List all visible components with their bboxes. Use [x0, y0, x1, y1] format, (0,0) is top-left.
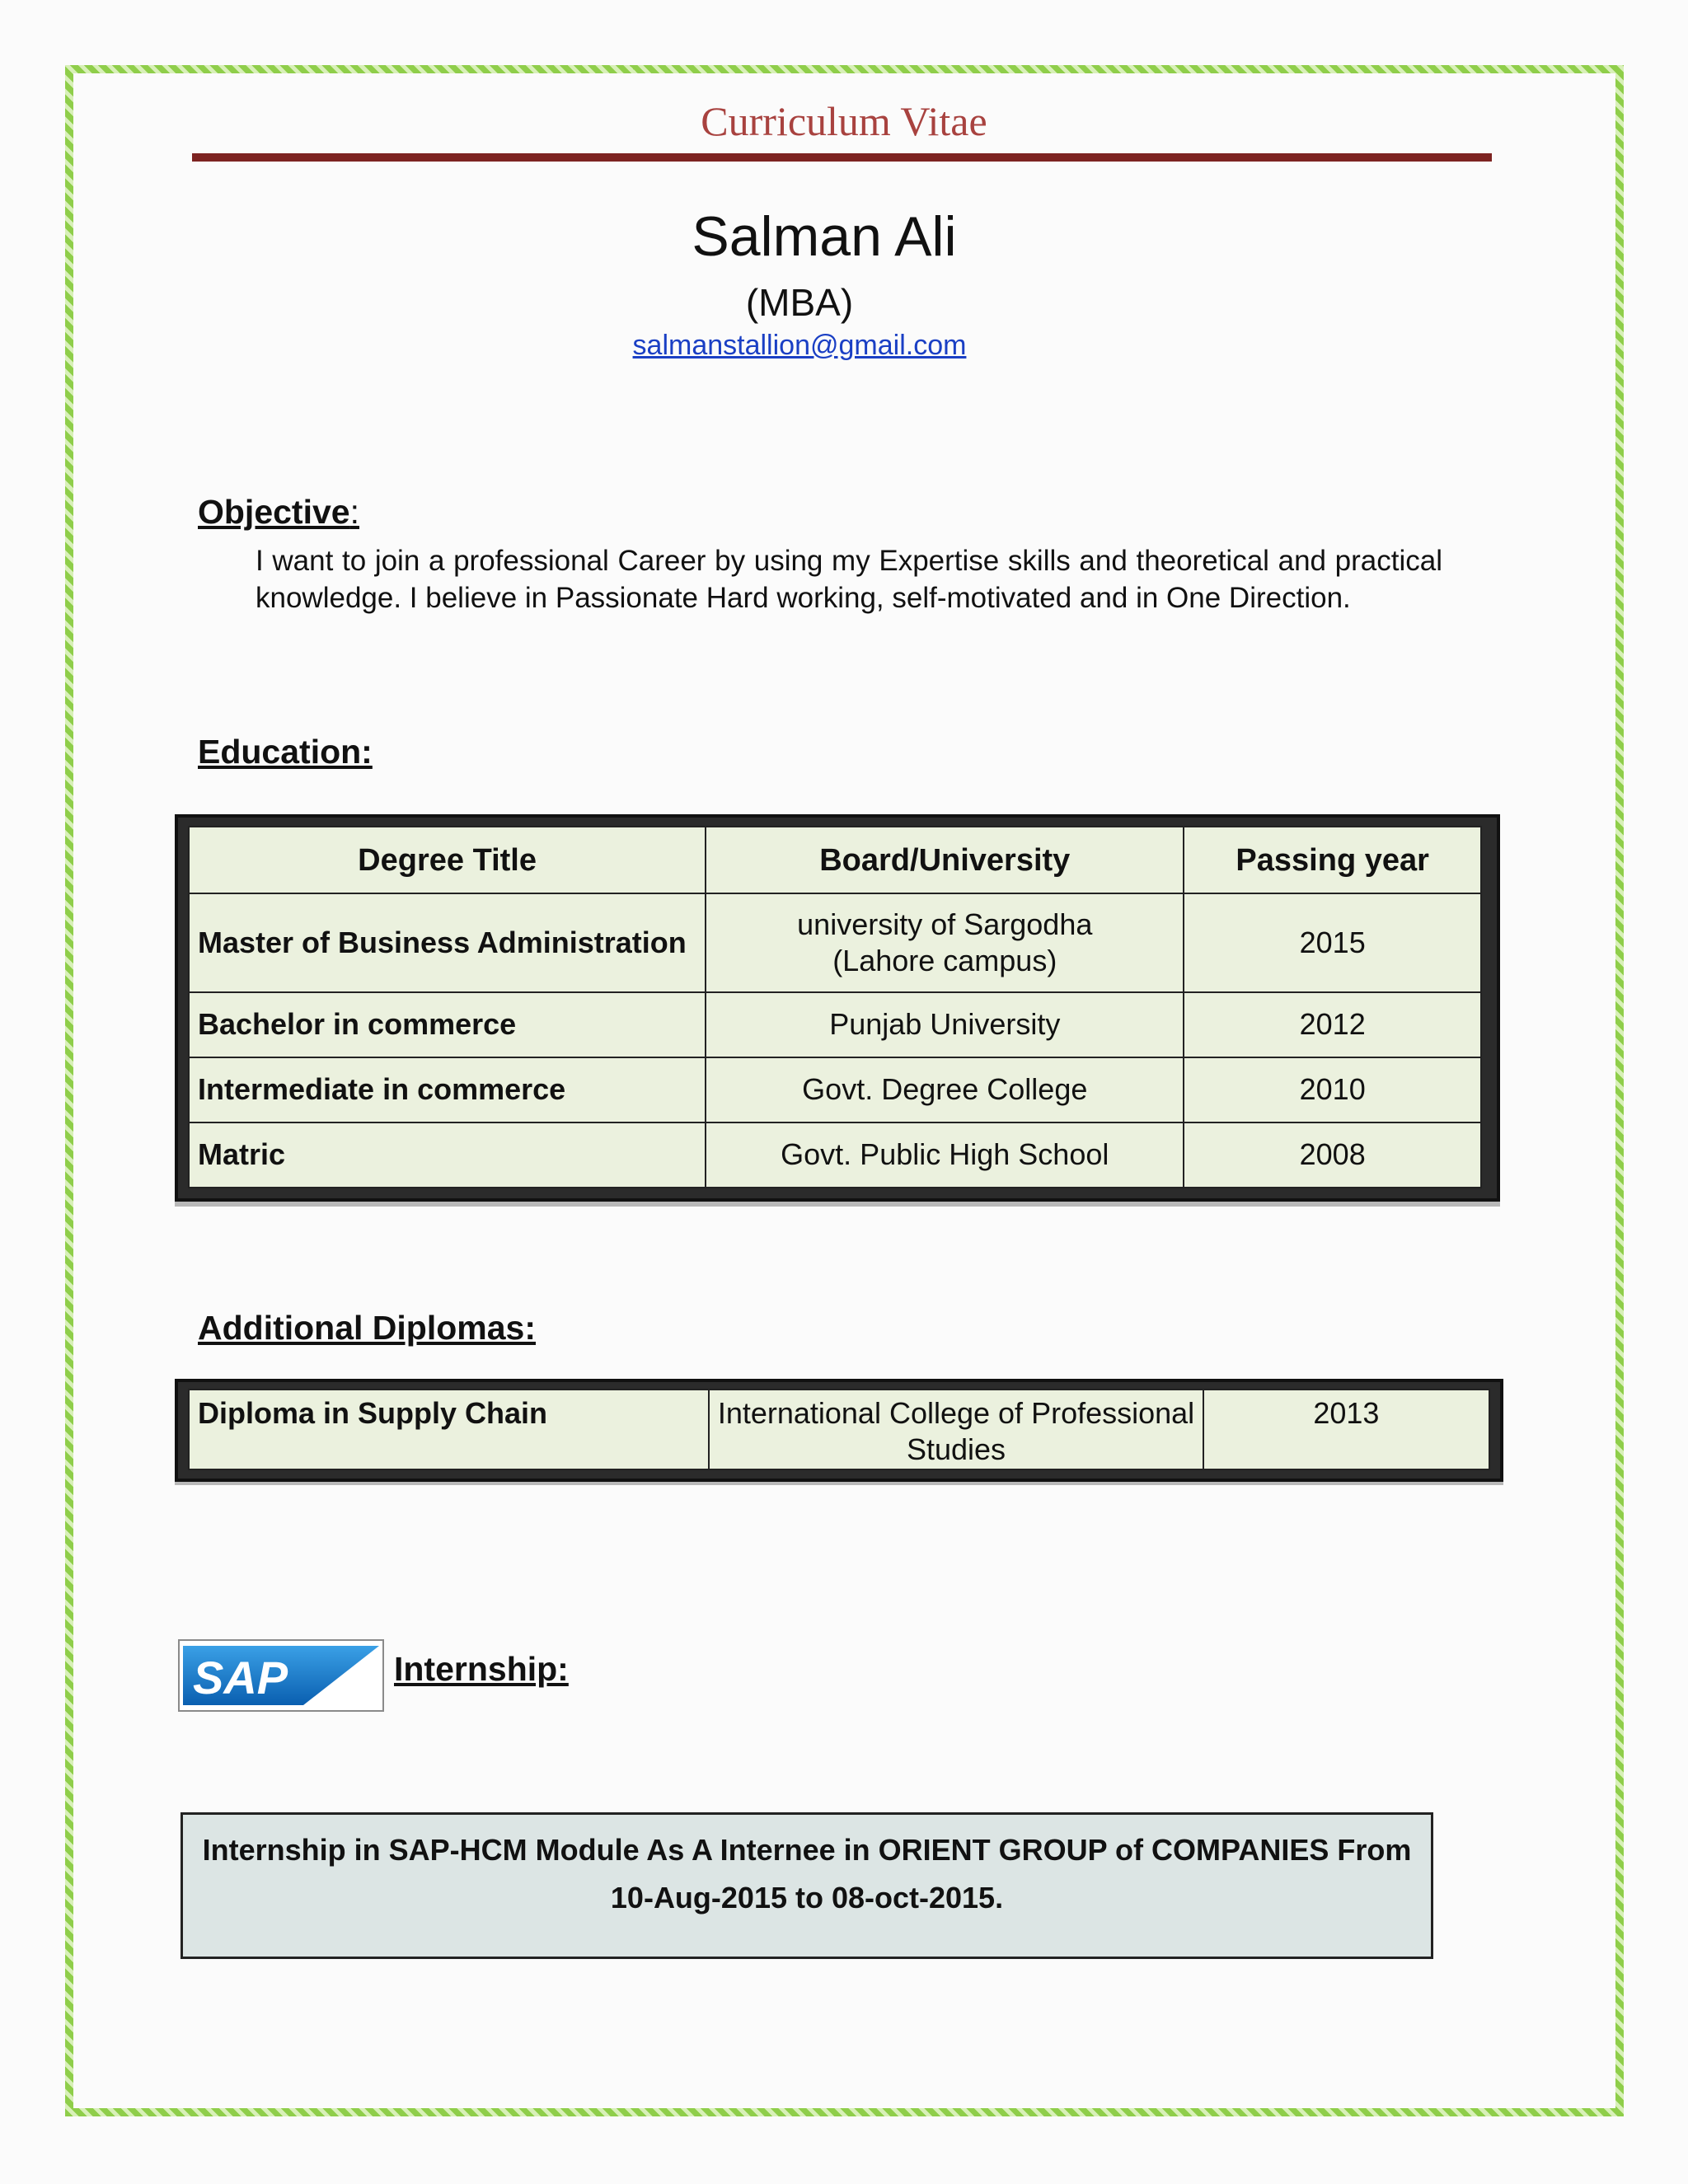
internship-line: Internship in SAP-HCM Module As A Internee in ORIENT GROUP of COMPANIES From — [202, 1833, 1412, 1867]
board-cell: Govt. Public High School — [706, 1122, 1184, 1188]
table-row — [189, 1122, 1481, 1188]
table-row — [189, 893, 1481, 992]
degree-cell: Intermediate in commerce — [189, 1057, 706, 1122]
table-row — [189, 1057, 1481, 1122]
year-cell: 2010 — [1184, 1057, 1481, 1122]
internship-dates: 10-Aug-2015 to 08-oct-2015. — [610, 1881, 1004, 1915]
year-cell: 2015 — [1184, 893, 1481, 992]
objective-text: I want to join a professional Career by using my Expertise skills and theoretical and practical knowledge. I believe in Passionate Hard working, self-motivated and in One Direction. — [256, 545, 1442, 614]
internship-heading: Internship: — [394, 1650, 569, 1688]
degree-cell: Matric — [189, 1122, 706, 1188]
table-header-row — [189, 827, 1481, 893]
title-divider — [192, 153, 1492, 162]
sap-logo-icon — [180, 1641, 382, 1710]
internship-box — [181, 1812, 1433, 1959]
candidate-degree: (MBA) — [745, 281, 854, 324]
board-line: (Lahore campus) — [832, 943, 1057, 977]
diplomas-table — [175, 1379, 1503, 1482]
email-link[interactable]: salmanstallion@gmail.com — [632, 330, 967, 361]
degree-cell: Bachelor in commerce — [189, 992, 706, 1057]
institute-line: International College of Professional — [717, 1396, 1195, 1430]
sap-logo — [178, 1639, 384, 1712]
diplomas-heading: Additional Diplomas: — [198, 1309, 536, 1347]
svg-text:SAP: SAP — [193, 1652, 288, 1704]
board-cell: Govt. Degree College — [706, 1057, 1184, 1122]
institute-cell — [709, 1390, 1203, 1469]
education-heading: Education: — [198, 733, 373, 771]
column-header: Board/University — [706, 827, 1184, 893]
degree-cell: Master of Business Administration — [189, 893, 706, 992]
table-row — [189, 992, 1481, 1057]
institute-line: Studies — [906, 1432, 1006, 1466]
board-cell: Punjab University — [706, 992, 1184, 1057]
year-cell: 2008 — [1184, 1122, 1481, 1188]
diploma-title-cell: Diploma in Supply Chain — [189, 1390, 709, 1469]
year-cell: 2013 — [1203, 1390, 1489, 1469]
education-table — [175, 814, 1500, 1202]
table-row — [189, 1390, 1489, 1469]
document-title: Curriculum Vitae — [701, 98, 987, 144]
board-line: university of Sargodha — [797, 907, 1093, 941]
objective-heading: Objective: — [198, 493, 359, 531]
year-cell: 2012 — [1184, 992, 1481, 1057]
column-header: Passing year — [1184, 827, 1481, 893]
candidate-name: Salman Ali — [692, 205, 957, 268]
board-cell — [706, 893, 1184, 992]
column-header: Degree Title — [189, 827, 706, 893]
